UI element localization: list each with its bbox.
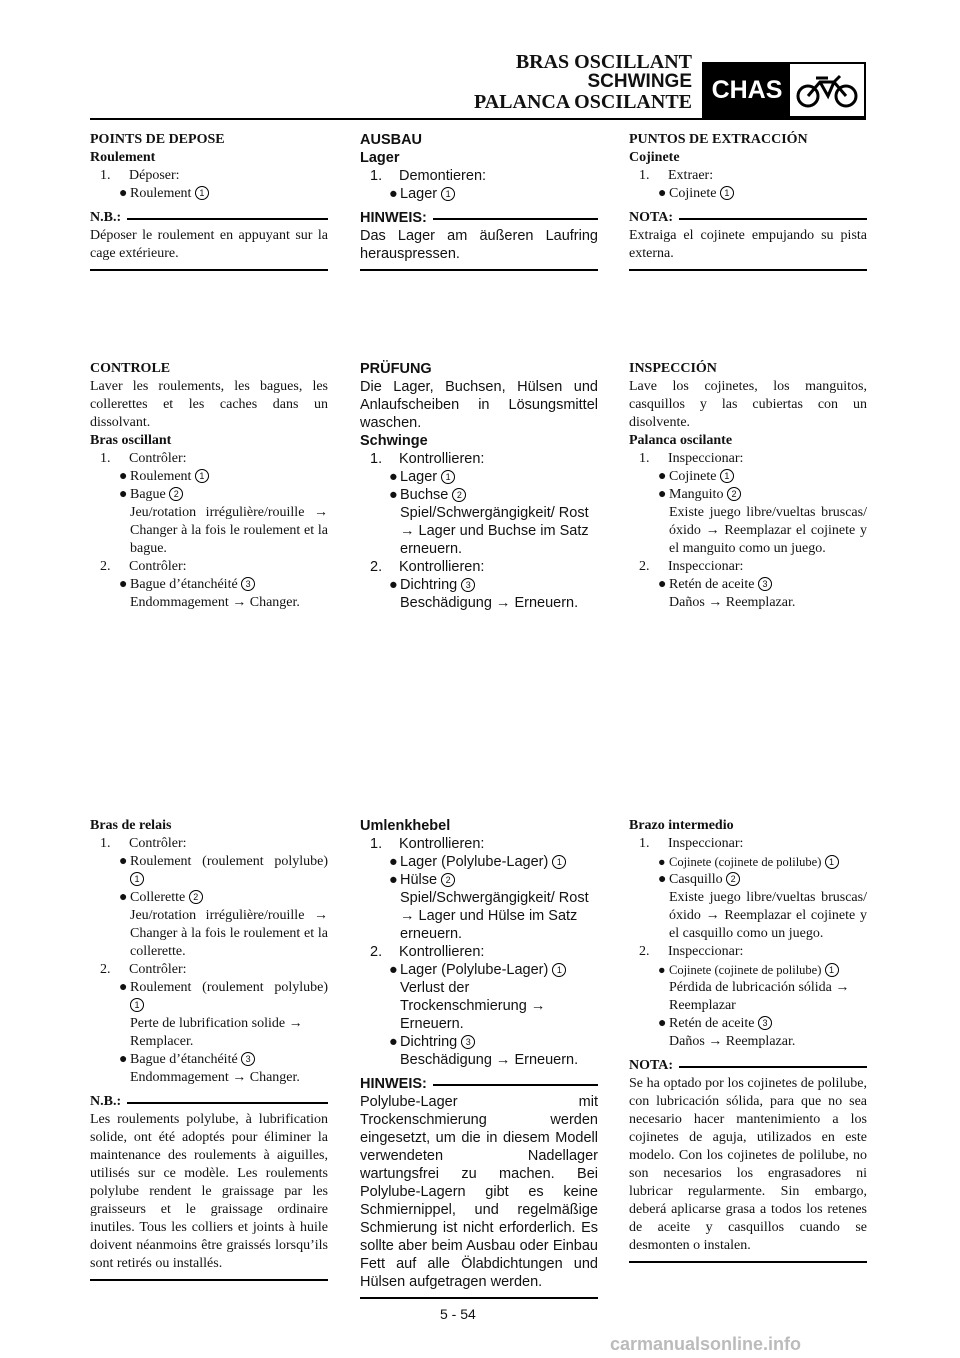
section-title: INSPECCIÓN <box>629 361 717 376</box>
motorcycle-icon <box>790 64 864 116</box>
title-fr: BRAS OSCILLANT <box>515 51 692 73</box>
intro-text: Die Lager, Buchsen, Hülsen und Anlaufscheiben in Lösungsmittel waschen. <box>360 379 598 431</box>
note-label: NOTA: <box>629 210 674 225</box>
page-number: 5 - 54 <box>440 1306 476 1322</box>
header-titles <box>474 52 692 112</box>
note-box <box>90 209 328 271</box>
fr-inspection-section: CONTROLE Laver les roulements, les bagues, les collerettes et les caches dans un dissolvant. Bras oscillant 1. Contrôler: ● Roulement 1 ● Bague 2 Jeu/rotation irrégulière/rouille → Changer à la fois le roulement et la bague. 2. Contrôler: ● Bague d’étanchéité 3 Endommagement → Changer. <box>90 361 328 610</box>
step-text: Déposer: <box>129 168 180 183</box>
es-removal-section: PUNTOS DE EXTRACCIÓN Cojinete 1. Extraer: ● Cojinete 1 NOTA: Extraiga el cojinete empujando su pista externa. <box>629 131 867 271</box>
step-text: Demontieren: <box>399 168 487 184</box>
subheading: Palanca oscilante <box>629 433 733 448</box>
header-rule <box>90 118 866 120</box>
note-box <box>90 1093 328 1281</box>
section-title: POINTS DE DEPOSE <box>90 132 225 147</box>
note-text: Déposer le roulement en appuyant sur la cage extérieure. <box>90 228 328 261</box>
fr-removal-section: POINTS DE DEPOSE Roulement 1. Déposer: ● Roulement 1 N.B.: Déposer le roulement en appuyant sur la cage extérieure. <box>90 131 328 271</box>
subheading: Umlenkhebel <box>360 818 451 834</box>
note-label: NOTA: <box>629 1058 674 1073</box>
section-title: AUSBAU <box>360 132 423 148</box>
section-label: CHAS <box>704 64 790 116</box>
note-label: HINWEIS: <box>360 1076 427 1092</box>
fr-relay-arm-section: Bras de relais 1. Contrôler: ● Roulement (roulement polylube) 1 ● Collerette 2 Jeu/rotation irrégulière/rouille → Changer à la fois le roulement et la collerette. 2. Contrôler: ● Roulement (roulement polylube) 1 Perte de lubrification solide → Remplacer. ● Bague d’étanchéité 3 Endommagement → Changer. N.B.: Les roulements polylube, à lubrification solide, ont été adoptés pour éliminer la maintenance des roulements à aiguilles, utilisés sur ce modèle. Les roulements polylube rendent le graissage par les graisseurs et le graissage ordinaire inutiles. Tous les colliers et joints à huile doivent néanmoins être graissés lorsqu’ils sont retirés ou installés. <box>90 817 328 1281</box>
note-box <box>360 1075 598 1299</box>
section-title: PUNTOS DE EXTRACCIÓN <box>629 132 808 147</box>
step-text: Extraer: <box>668 168 714 183</box>
section-title: PRÜFUNG <box>360 361 432 377</box>
note-text: Extraiga el cojinete empujando su pista externa. <box>629 228 867 261</box>
note-label: N.B.: <box>90 1094 122 1109</box>
note-box <box>629 1057 867 1263</box>
subheading: Lager <box>360 150 400 166</box>
de-removal-section: AUSBAU Lager 1. Demontieren: ● Lager 1 HINWEIS: Das Lager am äußeren Laufring herauspressen. <box>360 131 598 271</box>
note-text: Se ha optado por los cojinetes de polilube, con lubricación sólida, para que no sea necesario hacer mantenimiento a los cojinetes de aguja, utilizados en este modelo. Con los cojinetes de polilube, no son necesarios los engrasadores ni lubricar regularmente. Sin embargo, deberá aplicarse grasa a todos los retenes de aceite y casquillos cuando se desmonten o instalen. <box>629 1076 867 1253</box>
subheading: Roulement <box>90 150 156 165</box>
subheading: Schwinge <box>360 433 428 449</box>
ref-number: 1 <box>195 186 209 200</box>
note-text: Das Lager am äußeren Laufring herauspressen. <box>360 228 598 262</box>
title-de: SCHWINGE <box>587 71 692 92</box>
subheading: Brazo intermedio <box>629 818 734 833</box>
subheading: Bras de relais <box>90 818 172 833</box>
section-title: CONTROLE <box>90 361 171 376</box>
title-es: PALANCA OSCILANTE <box>474 91 692 113</box>
es-relay-arm-section: Brazo intermedio 1. Inspeccionar: ● Cojinete (cojinete de polilube) 1 ● Casquillo 2 Existe juego libre/vueltas bruscas/óxido → Reemplazar el cojinete y el casquillo como un juego. 2. Inspeccionar: ● Cojinete (cojinete de polilube) 1 Pérdida de lubricación sólida → Reemplazar ● Retén de aceite 3 Daños → Reemplazar. NOTA: Se ha optado por los cojinetes de polilube, con lubricación sólida, para que no sea necesario hacer mantenimiento a los cojinetes de aguja, utilizados en este modelo. Con los cojinetes de polilube, no son necesarios los engrasadores ni lubricar regularmente. Sin embargo, deberá aplicarse grasa a todos los retenes de aceite y casquillos cuando se desmonten o instalen. <box>629 817 867 1263</box>
de-inspection-section: PRÜFUNG Die Lager, Buchsen, Hülsen und Anlaufscheiben in Lösungsmittel waschen. Schwinge 1. Kontrollieren: ● Lager 1 ● Buchse 2 Spiel/Schwergängigkeit/ Rost → Lager und Buchse im Satz erneuern. 2. Kontrollieren: ● Dichtring 3 Beschädigung → Erneuern. <box>360 361 598 611</box>
section-badge <box>702 62 866 118</box>
subheading: Bras oscillant <box>90 433 172 448</box>
note-label: HINWEIS: <box>360 210 427 226</box>
ref-number: 1 <box>720 186 734 200</box>
note-box <box>360 209 598 271</box>
note-text: Les roulements polylube, à lubrification solide, ont été adoptés pour éliminer la maintenance des roulements à aiguilles, utilisés sur ce modèle. Les roulements polylube rendent le graissage par les graisseurs et le graissage ordinaire inutiles. Tous les colliers et joints à huile doivent néanmoins être graissés lorsqu’ils sont retirés ou installés. <box>90 1112 328 1271</box>
intro-text: Laver les roulements, les bagues, les collerettes et les caches dans un dissolvant. <box>90 379 328 430</box>
ref-number: 1 <box>441 187 455 201</box>
note-box <box>629 209 867 271</box>
watermark: carmanualsonline.info <box>610 1334 802 1354</box>
de-relay-arm-section: Umlenkhebel 1. Kontrollieren: ● Lager (Polylube-Lager) 1 ● Hülse 2 Spiel/Schwergängigkeit/ Rost → Lager und Hülse im Satz erneuern. 2. Kontrollieren: ● Lager (Polylube-Lager) 1 Verlust der Trockenschmierung → Erneuern. ● Dichtring 3 Beschädigung → Erneuern. HINWEIS: Polylube-Lager mit Trockenschmierung werden eingesetzt, um die in diesem Modell verwendeten Nadellager wartungsfrei zu machen. Bei Polylube-Lagern gibt es keine Schmiernippel, und regelmäßige Schmierung ist nicht erforderlich. Es sollte aber beim Ausbau oder Einbau Fett auf alle Ölabdichtungen und Hülsen aufgetragen werden. <box>360 817 598 1299</box>
note-label: N.B.: <box>90 210 122 225</box>
note-text: Polylube-Lager mit Trockenschmierung werden eingesetzt, um die in diesem Modell verwendeten Nadellager wartungsfrei zu machen. Bei Polylube-Lagern gibt es keine Schmiernippel, und regelmäßige Schmierung ist nicht erforderlich. Es sollte aber beim Ausbau oder Einbau Fett auf alle Ölabdichtungen und Hülsen aufgetragen werden. <box>360 1094 598 1290</box>
es-inspection-section: INSPECCIÓN Lave los cojinetes, los manguitos, casquillos y las cubiertas con un disolvente. Palanca oscilante 1. Inspeccionar: ● Cojinete 1 ● Manguito 2 Existe juego libre/vueltas bruscas/óxido → Reemplazar el cojinete y el manguito como un juego. 2. Inspeccionar: ● Retén de aceite 3 Daños → Reemplazar. <box>629 361 867 610</box>
intro-text: Lave los cojinetes, los manguitos, casquillos y las cubiertas con un disolvente. <box>629 379 867 430</box>
subheading: Cojinete <box>629 150 680 165</box>
